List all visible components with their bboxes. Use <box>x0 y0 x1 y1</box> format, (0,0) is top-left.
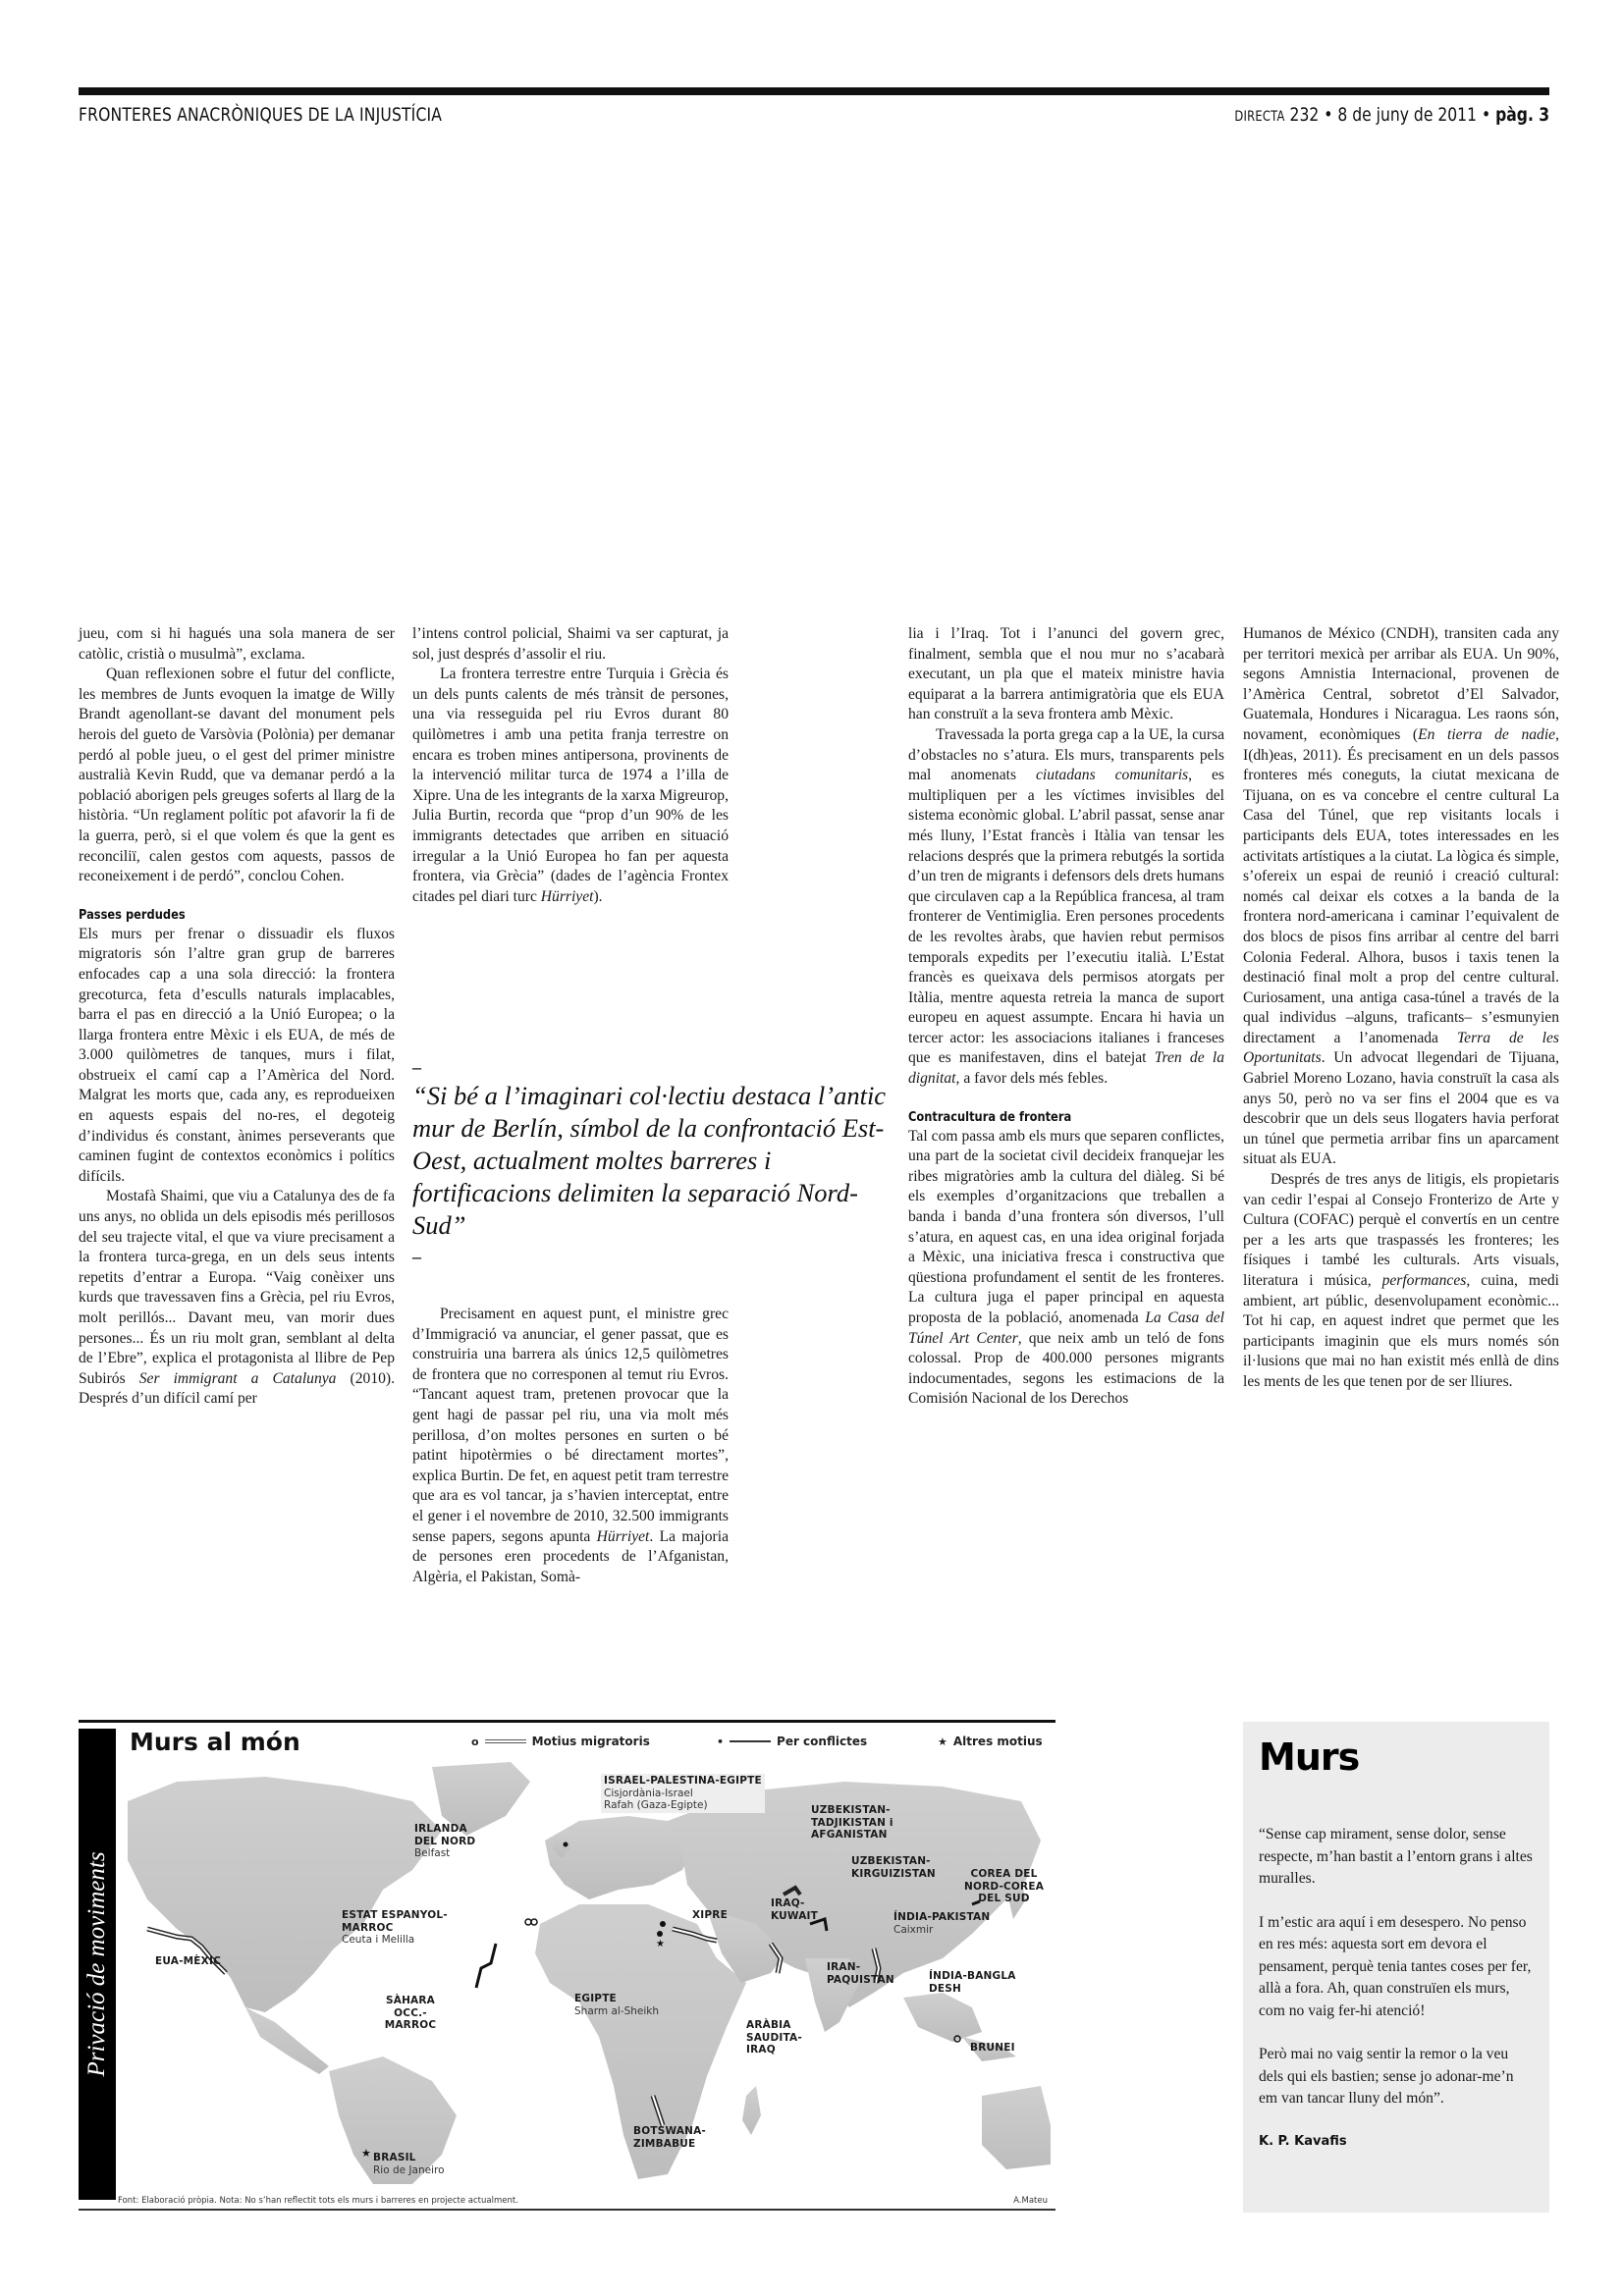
map-title: Murs al món <box>130 1728 300 1756</box>
text-run: Travessada la porta grega cap a la UE, la cursa d’obstacles no s’atura. Els murs, transparents pels mal anomenats <box>908 725 1224 784</box>
map-label-uzbek-tajik-afghan: UZBEKISTAN-TADJIKISTAN i AFGANISTAN <box>811 1804 893 1841</box>
filled-dot-icon: • <box>717 1735 725 1748</box>
page-number: pàg. 3 <box>1494 104 1549 126</box>
map-label-usa-mexico: EUA-MÈXIC <box>155 1955 221 1967</box>
blank-image-area <box>79 147 1549 609</box>
paragraph: Els murs per frenar o dissuadir els fluxos migratoris són l’altre gran grup de barreres enfocades cap a una sola direcció: la frontera grecoturca, feta d’esculls naturals implacables, barra el pas en direcció a la Unió Europea; o la llarga frontera entre Mèxic i els EUA, de més de 3.000 quilòmetres de tanques, murs i filat, obstrueix el camí cap a l’Amèrica del Nord. Malgrat les morts que, cada any, es reprodueixen en aquests espais del no-res, el degoteig d’individus és constant, ànimes perseverants que caminen fugint de contextos econòmics i polítics difícils. <box>79 925 395 1185</box>
legend-label: Altres motius <box>952 1735 1043 1748</box>
emphasis: ciutadans comunitaris <box>1036 767 1189 784</box>
map-credit: A.Mateu <box>1013 2196 1048 2206</box>
map-label-northern-ireland: IRLANDA DEL NORD Belfast <box>414 1823 476 1859</box>
article-column-3 <box>908 624 1224 1410</box>
subheading: Passes perdudes <box>79 907 186 923</box>
paragraph: jueu, com si hi hagués una sola manera de ser catòlic, cristià o musulmà”, exclama. <box>79 625 395 663</box>
map-label-cyprus: XIPRE <box>692 1909 728 1921</box>
text-run: , que neix amb un teló de fons colossal. Prop de 400.000 persones migrants indocumentades, segons les estimacions de la Comisión Nacional de los Derechos <box>908 1329 1225 1408</box>
map-label-iraq-kuwait: IRAQ-KUWAIT <box>771 1897 818 1922</box>
text-run: La frontera terrestre entre Turquia i Grècia és un dels punts calents de més trànsit de persones, una via resseguida pel riu Evros durant 80 quilòmetres i amb una petita franja terrestre on encara es troben mines antipersona, provinents de la intervenció militar turca de 1974 a l’illa de Xipre. Una de les integrants de la xarxa Migreurop, Julia Burtin, recorda que “prop d’un 90% de les immigrants detectades que arriben en situació irregular a la Unió Europea ho fan per aquesta frontera, via Grècia” (dades de l’agència Frontex citades pel diari turc <box>412 666 729 905</box>
text-run: ). <box>593 887 603 905</box>
emphasis: Tren de la dignitat <box>908 1049 1224 1088</box>
map-label-brazil: BRASIL Rio de Janeiro <box>373 2152 445 2176</box>
paragraph: lia i l’Iraq. Tot i l’anunci del govern grec, finalment, sembla que el nou mur no s’acabarà executant, un pla que el mateix ministre havia equiparat a la barrera antimigratòria que els EUA han construït a la seva frontera amb Mèxic. <box>908 625 1224 723</box>
publication-name: DIRECTA <box>1234 109 1285 125</box>
poem-stanza: “Sense cap mirament, sense dolor, sense respecte, m’han bastit a l’entorn grans i altes muralles. <box>1259 1826 1533 1887</box>
folio <box>1234 104 1549 126</box>
emphasis: En tierra de nadie <box>1418 725 1556 743</box>
map-label-india-pakistan: ÍNDIA-PAKISTAN Caixmir <box>893 1911 991 1936</box>
map-label-botswana-zimbabwe: BOTSWANA-ZIMBABUE <box>633 2125 706 2150</box>
paragraph <box>1243 1170 1559 1393</box>
map-label-egypt: EGIPTE Sharm al-Sheikh <box>574 1993 660 2017</box>
map-label-western-sahara: SÀHARA OCC.-MARROC <box>384 1995 437 2031</box>
star-icon: ★ <box>938 1735 947 1748</box>
book-title: Ser immigrant a Catalunya <box>138 1369 337 1387</box>
emphasis: performances <box>1381 1272 1467 1289</box>
poem-sidebar <box>1243 1722 1549 2213</box>
paragraph <box>908 725 1224 1090</box>
double-line-icon <box>485 1739 526 1743</box>
newspaper-title: Hürriyet <box>540 887 594 905</box>
text-run: . Un advocat llegendari de Tijuana, Gabriel Moreno Lozano, havia construït la casa als anys 50, però no va ser fins el 2004 que es va descobrir que un dels seus llogaters havia perforat un túnel que permetia arribar fins un aparcament situat als EUA. <box>1243 1049 1559 1168</box>
emphasis: La Casa del Túnel Art Center <box>908 1309 1224 1347</box>
svg-text:★: ★ <box>361 2148 371 2160</box>
text-run: , cuina, medi ambient, art públic, desenvolupament econòmic... Tot hi cap, en aquest indret que permet que les participants imaginin que els murs només són il·lusions que mai no han existit més enllà de dins les ments de les que tenen por de ser lliures. <box>1243 1272 1559 1390</box>
article-column-4 <box>1243 624 1559 1393</box>
legend-label: Per conflictes <box>777 1735 868 1748</box>
poem-stanza: Però mai no vaig sentir la remor o la veu dels qui els bastien; sense jo adonar-me’n em van tancar lluny del món”. <box>1259 2046 1514 2107</box>
single-line-icon <box>730 1740 771 1742</box>
text-run: Humanos de México (CNDH), transiten cada any per territori mexicà per arribar als EUA. Un 90%, segons Amnistia Internacional, provenen de l’Amèrica Central, sobretot d’El Salvador, Guatemala, Hondures i Nicaragua. Les raons són, novament, econòmiques ( <box>1243 625 1559 743</box>
paragraph <box>908 1127 1224 1410</box>
svg-text:★: ★ <box>656 1939 665 1949</box>
article-column-2 <box>412 624 729 907</box>
text-run: Precisament en aquest punt, el ministre grec d’Immigració va anunciar, el gener passat, que es construiria una barrera als únics 12,5 quilòmetres de frontera que no corresponen al temut riu Evros. “Tancant aquest tram, pretenen provocar que la gent hagi de passar pel riu, una via molt més perillosa, d’on moltes persones en surten o bé patint hipotèrmies o bé directament mortes”, explica Burtin. De fet, en aquest petit tram terrestre que ara es vol tancar, ja s’havien interceptat, entre el gener i el novembre de 2010, 32.500 immigrants sense papers, segons apunta <box>412 1306 729 1545</box>
section-title: FRONTERES ANACRÒNIQUES DE LA INJUSTÍCIA <box>79 104 443 126</box>
paragraph <box>1243 624 1559 1170</box>
map-label-spain-morocco: ESTAT ESPANYOL-MARROC Ceuta i Melilla <box>342 1909 448 1946</box>
legend-item-other <box>938 1735 1043 1748</box>
paragraph <box>79 1187 395 1410</box>
paragraph <box>412 1305 729 1587</box>
map-label-india-bangladesh: ÍNDIA-BANGLA DESH <box>929 1970 1016 1995</box>
running-head <box>79 104 1549 133</box>
article-column-2-lower <box>412 1305 729 1587</box>
text-run: , a favor dels més febles. <box>955 1070 1109 1088</box>
legend-label: Motius migratoris <box>531 1735 650 1748</box>
paragraph <box>412 665 729 907</box>
header-rule <box>79 87 1549 95</box>
poem-stanza: I m’estic ara aquí i em desespero. No penso en res més: aquesta sort em devora el pensament, perquè tenia tantes coses per fer, allà a fora. Ah, quan construïen els murs, com no vaig fer-hi atenció! <box>1259 1913 1532 2019</box>
issue-number: 232 <box>1289 104 1320 126</box>
legend-item-migratory <box>471 1735 650 1748</box>
paragraph: Quan reflexionen sobre el futur del conflicte, les membres de Junts evoquen la imatge de Willy Brandt agenollant-se davant del monument pels herois del gueto de Varsòvia (Polònia) per demanar perdó al poble jueu, o el gest del primer ministre australià Kevin Rudd, que va demanar perdó a la població aborigen pels greuges soferts al llarg de la història. “Un reglament polític pot afavorir la fi de la guerra, però, si el que volem és que la gent es reconciliï, calen gestos com aquests, passos de reconeixement i de perdó”, conclou Cohen. <box>79 666 395 885</box>
world-walls-map <box>79 1720 1055 2211</box>
open-circle-icon: o <box>471 1735 479 1748</box>
map-label-saudi-iraq: ARÀBIA SAUDITA-IRAQ <box>746 2019 802 2056</box>
world-map-graphic <box>118 1762 1051 2184</box>
poem-title: Murs <box>1259 1735 1360 1779</box>
text-run: , I(dh)eas, 2011). És precisament en un dels passos fronteres més coneguts, la ciutat mexicana de Tijuana, on es va concebre el centre cultural La Casa del Túnel, que rep visitants locals i participants dels EUA, totes interessades en les activitats artístiques a la ciutat. La lògica és simple, s’ofereix un espai de reunió i creació cultural: només cal deixar els cotxes a la banda de la frontera nord-americana i caminar l’equivalent de dos blocs de pisos fins arribar al centre del barri Colonia Federal. Alhora, busos i taxis tenen la destinació final molt a prop del centre cultural. Curiosament, una antiga casa-túnel a través de la qual individus –alguns, traficants– s’esmunyien directament a l’anomenada <box>1243 725 1559 1046</box>
map-label-uzbek-kyrgyz: UZBEKISTAN-KIRGUIZISTAN <box>851 1855 936 1880</box>
text-run: (2010). Després d’un difícil camí per <box>79 1369 396 1408</box>
newspaper-title: Hürriyet <box>596 1527 650 1545</box>
map-side-label: Privació de moviments <box>83 1851 110 2077</box>
text-run: . La majoria de persones eren procedents de l’Afganistan, Algèria, el Pakistan, Somà- <box>412 1527 729 1585</box>
map-source-note: Font: Elaboració pròpia. Nota: No s’han reflectit tots els murs i barreres en projecte actualment. <box>118 2196 518 2206</box>
quote-dash: – <box>412 1247 421 1266</box>
text-run: , es multipliquen per a les víctimes invisibles del sistema econòmic global. L’abril passat, sense anar més lluny, l’Estat francès i Itàlia van tensar les relacions després que la primera rebutgés la sortida d’un tren de migrants i defensors dels drets humans que circulaven cap a la República francesa, al tram fronterer de Ventimiglia. Eren persones procedents de les revoltes àrabs, que havien rebut permisos temporals expedits per l’executiu italià. L’Estat francès es queixava dels permisos atorgats per Itàlia, mentre aquesta retreia la manca de suport europeu en aquest assumpte. Encara hi havia un tercer actor: les associacions italianes i franceses que es manifestaven, dins el batejat <box>908 767 1224 1067</box>
issue-date: 8 de juny de 2011 <box>1337 104 1477 126</box>
pull-quote <box>412 1058 898 1265</box>
map-label-iran-pakistan: IRAN-PAQUISTAN <box>827 1961 894 1986</box>
text-run: Mostafà Shaimi, que viu a Catalunya des de fa uns anys, no oblida un dels episodis més perillosos del seu trajecte vital, el que va viure precisament a la frontera turca-grega, en un dels seus intents repetits d’entrar a Europa. “Vaig conèixer uns kurds que travessaven fins a Grècia, pel riu Evros, molt perillós... Davant meu, van morir dues persones... És un riu molt gran, semblant al delta de l’Ebre”, explica el protagonista al llibre de Pep Subirós <box>79 1188 395 1387</box>
paragraph: l’intens control policial, Shaimi va ser capturat, ja sol, just després d’assolir el riu. <box>412 625 729 663</box>
pull-quote-text: “Si bé a l’imaginari col·lectiu destaca l’antic mur de Berlín, símbol de la confrontació Est-Oest, actualment moltes barreres i fortificacions delimiten la separació Nord-Sud” <box>412 1081 887 1240</box>
text-run: Tal com passa amb els murs que separen conflictes, una part de la societat civil decideix franquejar les ribes migratòries amb la cultura del diàleg. Si bé els exemples d’organitzacions que treballen a banda i banda d’una frontera són diversos, l’ull s’atura, en aquest cas, en una idea original forjada a Mèxic, una iniciativa fresca i constructiva que qüestiona profundament el sentit de les fronteres. La cultura juga el paper principal en aquesta proposta de la població, anomenada <box>908 1127 1224 1326</box>
subheading: Contracultura de frontera <box>908 1109 1072 1125</box>
quote-dash: – <box>412 1057 421 1077</box>
legend-item-conflict <box>717 1735 867 1748</box>
poem-author: K. P. Kavafis <box>1259 2133 1347 2149</box>
map-side-banner <box>79 1729 116 2200</box>
folio-separator: • <box>1324 104 1333 126</box>
map-label-brunei: BRUNEI <box>970 2042 1015 2054</box>
text-run: Després de tres anys de litigis, els propietaris van cedir l’espai al Consejo Fronterizo de Arte y Cultura (COFAC) perquè el convertís en un centre per a les arts que traspassés les fronteres; les físiques i també les culturals. Arts visuals, literatura i música, <box>1243 1171 1559 1289</box>
emphasis: Terra de les Oportunitats <box>1243 1029 1559 1067</box>
map-label-israel-palestine-egypt: ISRAEL-PALESTINA-EGIPTE Cisjordània-Israel Rafah (Gaza-Egipte) <box>601 1774 765 1813</box>
article-column-1 <box>79 624 395 1410</box>
map-label-korea: COREA DEL NORD-COREA DEL SUD <box>963 1868 1045 1904</box>
folio-separator: • <box>1481 104 1491 126</box>
